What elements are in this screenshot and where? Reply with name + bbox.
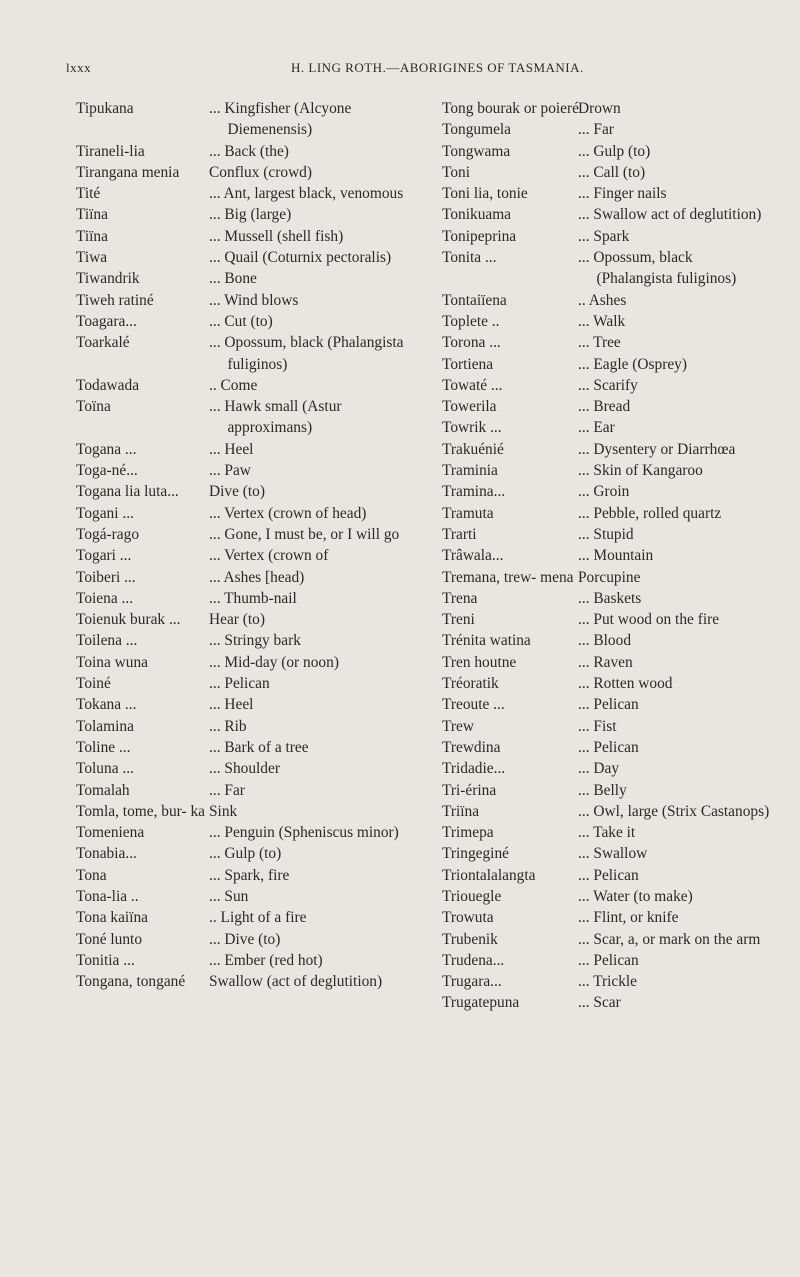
entry-term: Tona kaiïna <box>76 909 149 927</box>
entry-definition: ... Stringy bark <box>209 632 301 650</box>
entry-definition: .. Ashes <box>578 291 627 309</box>
dictionary-entry <box>76 290 426 311</box>
entry-definition: ... Belly <box>578 781 627 799</box>
dictionary-entry <box>76 204 426 225</box>
entry-definition: ... Day <box>578 760 620 778</box>
entry-definition: ... Pelican <box>578 951 639 969</box>
dictionary-entry <box>76 630 426 651</box>
entry-term: Tortiena <box>442 355 494 373</box>
dictionary-entry <box>442 865 772 886</box>
dictionary-entry <box>76 822 426 843</box>
entry-term: Tramina... <box>442 483 506 501</box>
entry-term: Toarkalé <box>76 334 130 352</box>
entry-term: Torona ... <box>442 334 501 352</box>
dictionary-entry <box>442 162 772 183</box>
entry-term: Togari ... <box>76 547 132 565</box>
entry-term: Tiïna <box>76 206 108 224</box>
entry-term: Toné lunto <box>76 930 143 948</box>
dictionary-entry <box>442 226 772 247</box>
entry-definition: Hear (to) <box>209 611 265 629</box>
entry-definition: ... Stupid <box>578 525 634 543</box>
entry-term: Tren houtne <box>442 653 517 671</box>
dictionary-entry <box>76 694 426 715</box>
entry-definition: ... Gone, I must be, or I will go <box>209 525 400 543</box>
entry-term: Tiïna <box>76 227 108 245</box>
entry-definition: ... Pelican <box>578 866 639 884</box>
entry-term: Tremana, trew- mena <box>442 568 574 586</box>
entry-term: Tong bourak or poieré <box>442 100 579 117</box>
entry-term: Tringeginé <box>442 845 509 863</box>
entry-term: Towrik ... <box>442 419 502 437</box>
entry-definition: Drown <box>578 100 621 117</box>
entry-definition: ... Paw <box>209 462 251 480</box>
entry-term: Tonita ... <box>442 249 497 267</box>
dictionary-entry <box>76 716 426 737</box>
page-number: lxxx <box>66 60 92 75</box>
entry-term: Tokana ... <box>76 696 137 714</box>
entry-definition: ... Vertex (crown of head) <box>209 504 367 522</box>
entry-definition: Dive (to) <box>209 483 265 501</box>
entry-definition: ... Rotten wood <box>578 675 673 693</box>
dictionary-entry <box>442 950 772 971</box>
entry-term: Trakuénié <box>442 440 504 458</box>
entry-definition: ... Skin of Kangaroo <box>578 462 703 480</box>
dictionary-entry <box>76 524 426 545</box>
entry-definition: ... Penguin (Spheniscus minor) <box>209 824 399 842</box>
entry-definition: ... Ashes [head) <box>209 568 305 586</box>
dictionary-entry <box>442 780 772 801</box>
dictionary-entry <box>76 396 426 439</box>
entry-definition: ... Baskets <box>578 589 642 607</box>
entry-term: Tridadie... <box>442 760 506 778</box>
entry-definition: ... Heel <box>209 440 254 458</box>
entry-definition: Sink <box>209 802 238 820</box>
entry-term: Todawada <box>76 376 140 394</box>
entry-definition: ... Far <box>209 781 245 799</box>
dictionary-entry <box>76 886 426 907</box>
dictionary-entry <box>442 503 772 524</box>
dictionary-entry <box>442 417 772 438</box>
dictionary-entry <box>442 630 772 651</box>
entry-definition: ... Shoulder <box>209 760 280 778</box>
entry-definition: .. Light of a fire <box>209 909 307 927</box>
entry-definition: ... Fist <box>578 717 617 735</box>
dictionary-entry <box>76 332 426 375</box>
entry-term: Tontaiïena <box>442 291 507 309</box>
entry-definition: ... Gulp (to) <box>209 845 282 863</box>
entry-term: Toiena ... <box>76 589 134 607</box>
entry-term: Toagara... <box>76 312 137 330</box>
entry-definition: Porcupine <box>578 568 641 586</box>
entry-term: Tirangana menia <box>76 163 180 181</box>
dictionary-entry <box>442 567 772 588</box>
dictionary-entry <box>76 609 426 630</box>
dictionary-entry <box>76 865 426 886</box>
dictionary-entry <box>76 758 426 779</box>
dictionary-entry <box>442 929 772 950</box>
dictionary-entry <box>442 673 772 694</box>
entry-definition: ... Rib <box>209 717 247 735</box>
dictionary-entry <box>76 503 426 524</box>
entry-term: Trâwala... <box>442 547 504 565</box>
entry-definition: ... Vertex (crown of <box>209 547 329 565</box>
entry-definition: Conflux (crowd) <box>209 163 313 181</box>
dictionary-entry <box>442 247 772 290</box>
running-header <box>66 60 740 82</box>
dictionary-entry <box>76 567 426 588</box>
entry-definition: ... Opossum, black (Phalangista fuliginos) <box>209 334 404 373</box>
entry-term: Toilena ... <box>76 632 138 650</box>
dictionary-entry <box>76 268 426 289</box>
entry-definition: ... Raven <box>578 653 633 671</box>
entry-term: Toni <box>442 163 470 181</box>
entry-definition: ... Far <box>578 121 614 139</box>
dictionary-entry <box>76 652 426 673</box>
entry-term: Toline ... <box>76 738 131 756</box>
entry-definition: Swallow (act of deglutition) <box>209 973 383 991</box>
entry-term: Trugara... <box>442 973 502 991</box>
dictionary-entry <box>442 375 772 396</box>
entry-term: Tiraneli-lia <box>76 142 145 160</box>
dictionary-entry <box>442 119 772 140</box>
entry-definition: ... Pelican <box>209 675 270 693</box>
dictionary-entry <box>442 716 772 737</box>
entry-definition: ... Spark, fire <box>209 866 290 884</box>
dictionary-entry <box>442 843 772 864</box>
entry-term: Tolamina <box>76 717 134 735</box>
entry-definition: ... Pebble, rolled quartz <box>578 504 722 522</box>
entry-definition: ... Swallow <box>578 845 648 863</box>
entry-term: Tri-érina <box>442 781 497 799</box>
dictionary-entry <box>442 545 772 566</box>
dictionary-entry <box>442 524 772 545</box>
entry-definition: ... Take it <box>578 824 636 842</box>
entry-term: Trimepa <box>442 824 494 842</box>
entry-definition: ... Scar, a, or mark on the arm <box>578 930 761 948</box>
entry-definition: ... Bark of a tree <box>209 738 309 756</box>
entry-term: Toina wuna <box>76 653 149 671</box>
entry-term: Towaté ... <box>442 376 503 394</box>
entry-term: Triontalalangta <box>442 866 536 884</box>
dictionary-entry <box>442 588 772 609</box>
dictionary-entry <box>442 396 772 417</box>
entry-term: Toplete .. <box>442 312 500 330</box>
entry-definition: ... Trickle <box>578 973 638 991</box>
dictionary-entry <box>76 950 426 971</box>
entry-definition: ... Opossum, black (Phalangista fuliginos) <box>578 249 737 288</box>
entry-definition: ... Hawk small (Astur approximans) <box>209 398 342 437</box>
entry-term: Toienuk burak ... <box>76 611 181 629</box>
entry-definition: ... Wind blows <box>209 291 299 309</box>
dictionary-entry <box>442 460 772 481</box>
dictionary-entry <box>76 247 426 268</box>
entry-definition: ... Eagle (Osprey) <box>578 355 687 373</box>
dictionary-entry <box>76 588 426 609</box>
entry-term: Togá-rago <box>76 525 140 543</box>
entry-definition: ... Groin <box>578 483 630 501</box>
entry-term: Trénita watina <box>442 632 531 650</box>
entry-term: Triïna <box>442 802 480 820</box>
entry-definition: ... Put wood on the fire <box>578 611 720 629</box>
entry-term: Tiwa <box>76 249 108 267</box>
entry-term: Trew <box>442 717 474 735</box>
entry-definition: ... Kingfisher (Alcyone Diemenensis) <box>209 100 352 139</box>
right-word-column <box>442 98 772 1014</box>
entry-term: Tité <box>76 185 101 203</box>
entry-definition: ... Ember (red hot) <box>209 951 323 969</box>
entry-definition: ... Call (to) <box>578 163 646 181</box>
entry-term: Toïna <box>76 398 111 416</box>
dictionary-entry <box>76 183 426 204</box>
entry-term: Trewdina <box>442 738 501 756</box>
entry-definition: ... Ear <box>578 419 615 437</box>
entry-term: Tonikuama <box>442 206 512 224</box>
entry-definition: ... Mid-day (or noon) <box>209 653 339 671</box>
entry-definition: ... Thumb-nail <box>209 589 297 607</box>
entry-definition: ... Scar <box>578 994 621 1012</box>
dictionary-entry <box>442 481 772 502</box>
entry-definition: ... Bread <box>578 398 631 416</box>
dictionary-entry <box>442 758 772 779</box>
dictionary-entry <box>442 801 772 822</box>
dictionary-entry <box>76 439 426 460</box>
entry-definition: ... Pelican <box>578 696 639 714</box>
entry-term: Tongumela <box>442 121 512 139</box>
dictionary-entry <box>76 141 426 162</box>
entry-definition: ... Heel <box>209 696 254 714</box>
dictionary-entry <box>442 907 772 928</box>
entry-definition: ... Bone <box>209 270 257 288</box>
dictionary-entry <box>442 141 772 162</box>
entry-definition: ... Swallow act of deglutition) <box>578 206 762 224</box>
entry-definition: ... Gulp (to) <box>578 142 651 160</box>
entry-term: Tiweh ratiné <box>76 291 154 309</box>
running-title: H. LING ROTH.—ABORIGINES OF TASMANIA. <box>291 60 584 75</box>
dictionary-entry <box>76 971 426 992</box>
entry-definition: ... Ant, largest black, venomous <box>209 185 404 203</box>
entry-term: Towerila <box>442 398 497 416</box>
dictionary-entry <box>442 971 772 992</box>
entry-term: Trena <box>442 589 478 607</box>
entry-term: Traminia <box>442 462 498 480</box>
dictionary-entry <box>76 226 426 247</box>
entry-term: Tonitia ... <box>76 951 135 969</box>
entry-term: Tona <box>76 866 107 884</box>
dictionary-entry <box>76 801 426 822</box>
dictionary-entry <box>76 737 426 758</box>
entry-term: Toga-né... <box>76 462 138 480</box>
entry-term: Trudena... <box>442 951 505 969</box>
dictionary-entry <box>76 375 426 396</box>
entry-term: Tiwandrik <box>76 270 140 288</box>
entry-definition: ... Dive (to) <box>209 930 281 948</box>
entry-definition: ... Big (large) <box>209 206 292 224</box>
entry-term: Treoute ... <box>442 696 505 714</box>
entry-term: Tomalah <box>76 781 130 799</box>
entry-term: Toiberi ... <box>76 568 136 586</box>
dictionary-entry <box>442 204 772 225</box>
entry-term: Tréoratik <box>442 675 499 693</box>
entry-term: Tonipeprina <box>442 227 517 245</box>
dictionary-entry <box>76 481 426 502</box>
dictionary-entry <box>76 907 426 928</box>
entry-definition: ... Pelican <box>578 738 639 756</box>
entry-definition: ... Mussell (shell fish) <box>209 227 344 245</box>
entry-term: Togana lia luta... <box>76 483 179 501</box>
entry-term: Trarti <box>442 525 477 543</box>
left-word-column <box>76 98 426 992</box>
entry-definition: .. Come <box>209 376 258 394</box>
entry-definition: ... Cut (to) <box>209 312 273 330</box>
entry-term: Tramuta <box>442 504 494 522</box>
dictionary-entry <box>442 694 772 715</box>
dictionary-entry <box>442 98 772 119</box>
dictionary-entry <box>442 439 772 460</box>
entry-term: Trugatepuna <box>442 994 520 1012</box>
entry-definition: ... Water (to make) <box>578 887 693 905</box>
entry-definition: ... Spark <box>578 227 630 245</box>
dictionary-entry <box>76 311 426 332</box>
entry-term: Tonabia... <box>76 845 137 863</box>
entry-definition: ... Mountain <box>578 547 654 565</box>
dictionary-entry <box>442 992 772 1013</box>
dictionary-entry <box>442 290 772 311</box>
dictionary-entry <box>76 843 426 864</box>
dictionary-entry <box>442 886 772 907</box>
dictionary-entry <box>442 183 772 204</box>
dictionary-entry <box>442 354 772 375</box>
entry-term: Tongana, tongané <box>76 973 186 991</box>
entry-term: Toni lia, tonie <box>442 185 528 203</box>
dictionary-entry <box>76 929 426 950</box>
entry-term: Tomeniena <box>76 824 145 842</box>
entry-definition: ... Blood <box>578 632 632 650</box>
entry-term: Tomla, tome, bur- ka <box>76 802 205 820</box>
entry-term: Treni <box>442 611 475 629</box>
entry-definition: ... Quail (Coturnix pectoralis) <box>209 249 392 267</box>
entry-definition: ... Finger nails <box>578 185 667 203</box>
entry-definition: ... Flint, or knife <box>578 909 679 927</box>
dictionary-entry <box>442 311 772 332</box>
dictionary-entry <box>442 737 772 758</box>
dictionary-entry <box>76 673 426 694</box>
dictionary-entry <box>442 609 772 630</box>
entry-term: Toluna ... <box>76 760 134 778</box>
entry-term: Togani ... <box>76 504 134 522</box>
dictionary-entry <box>76 460 426 481</box>
dictionary-entry <box>76 98 426 141</box>
entry-definition: ... Sun <box>209 887 249 905</box>
entry-definition: ... Walk <box>578 312 626 330</box>
entry-term: Tongwama <box>442 142 511 160</box>
entry-term: Toiné <box>76 675 111 693</box>
dictionary-entry <box>76 162 426 183</box>
dictionary-entry <box>442 332 772 353</box>
entry-term: Tona-lia .. <box>76 887 139 905</box>
entry-term: Triouegle <box>442 887 502 905</box>
entry-definition: ... Owl, large (Strix Castanops) <box>578 802 770 820</box>
entry-definition: ... Scarify <box>578 376 638 394</box>
entry-term: Tipukana <box>76 100 134 117</box>
dictionary-entry <box>76 780 426 801</box>
dictionary-entry <box>76 545 426 566</box>
entry-term: Trubenik <box>442 930 498 948</box>
entry-term: Trowuta <box>442 909 494 927</box>
entry-definition: ... Tree <box>578 334 621 352</box>
dictionary-entry <box>442 822 772 843</box>
entry-definition: ... Dysentery or Diarrhœa <box>578 440 736 458</box>
dictionary-entry <box>442 652 772 673</box>
entry-definition: ... Back (the) <box>209 142 289 160</box>
entry-term: Togana ... <box>76 440 137 458</box>
